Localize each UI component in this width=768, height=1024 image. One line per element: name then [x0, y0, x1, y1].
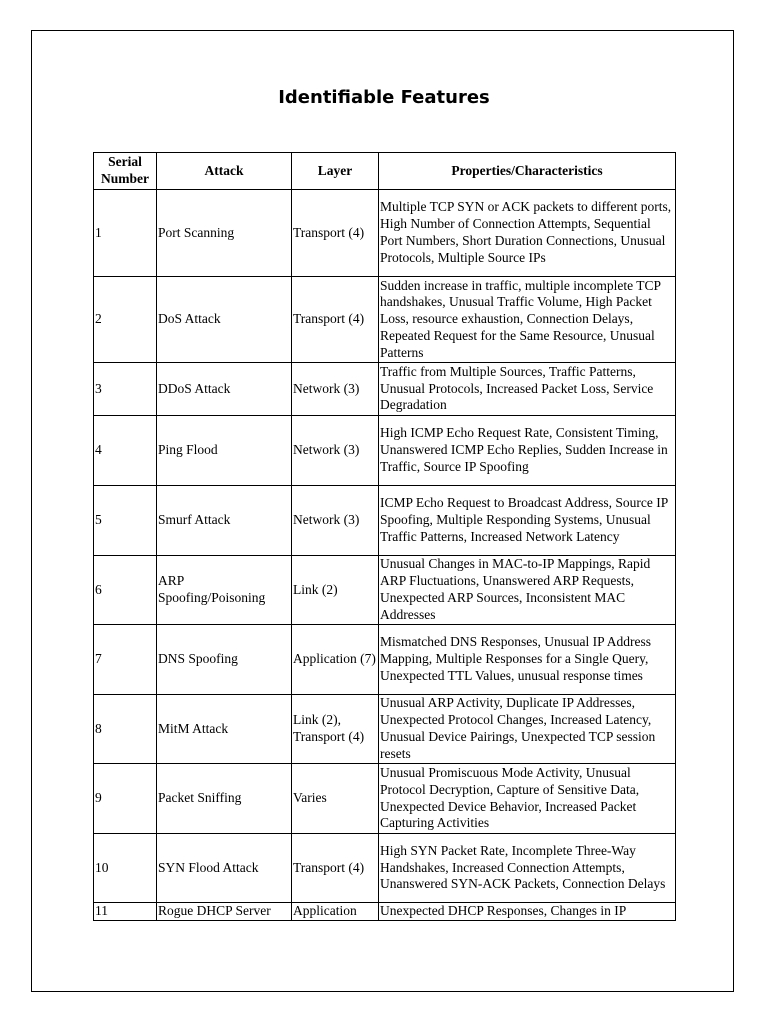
table-row [94, 625, 676, 695]
cell-layer: Application [292, 903, 379, 921]
table-row [94, 764, 676, 834]
cell-serial: 2 [94, 277, 157, 363]
table-row [94, 277, 676, 363]
cell-layer: Application (7) [292, 625, 379, 695]
cell-serial: 10 [94, 834, 157, 903]
cell-serial: 7 [94, 625, 157, 695]
page-title: Identifiable Features [278, 87, 490, 108]
cell-layer: Transport (4) [292, 190, 379, 277]
table-row [94, 556, 676, 625]
cell-attack: DoS Attack [157, 277, 292, 363]
header-properties: Properties/Characteristics [379, 153, 676, 190]
cell-layer: Network (3) [292, 416, 379, 486]
cell-properties: High ICMP Echo Request Rate, Consistent Timing, Unanswered ICMP Echo Replies, Sudden Increase in Traffic, Source IP Spoofing [379, 416, 676, 486]
header-serial-number: Serial Number [94, 153, 157, 190]
cell-properties: High SYN Packet Rate, Incomplete Three-Way Handshakes, Increased Connection Attempts, Unanswered SYN-ACK Packets, Connection Delays [379, 834, 676, 903]
cell-serial: 6 [94, 556, 157, 625]
cell-properties: Sudden increase in traffic, multiple incomplete TCP handshakes, Unusual Traffic Volume, High Packet Loss, resource exhaustion, Connection Delays, Repeated Request for the Same Resource, Unusual Patterns [379, 277, 676, 363]
cell-properties: Unusual Promiscuous Mode Activity, Unusual Protocol Decryption, Capture of Sensitive Data, Unexpected Device Behavior, Increased Packet Capturing Activities [379, 764, 676, 834]
cell-serial: 9 [94, 764, 157, 834]
cell-attack: ARP Spoofing/Poisoning [157, 556, 292, 625]
cell-layer: Transport (4) [292, 277, 379, 363]
cell-layer: Link (2), Transport (4) [292, 695, 379, 764]
table-row [94, 834, 676, 903]
cell-properties: Mismatched DNS Responses, Unusual IP Address Mapping, Multiple Responses for a Single Query, Unexpected TTL Values, unusual response times [379, 625, 676, 695]
cell-serial: 1 [94, 190, 157, 277]
cell-attack: Rogue DHCP Server [157, 903, 292, 921]
cell-attack: Ping Flood [157, 416, 292, 486]
cell-serial: 8 [94, 695, 157, 764]
cell-properties: ICMP Echo Request to Broadcast Address, Source IP Spoofing, Multiple Responding Systems, Unusual Traffic Patterns, Increased Network Latency [379, 486, 676, 556]
cell-layer: Link (2) [292, 556, 379, 625]
cell-properties: Unexpected DHCP Responses, Changes in IP [379, 903, 676, 921]
table-row [94, 486, 676, 556]
cell-layer: Transport (4) [292, 834, 379, 903]
table-row [94, 363, 676, 416]
cell-attack: Port Scanning [157, 190, 292, 277]
header-layer: Layer [292, 153, 379, 190]
cell-serial: 11 [94, 903, 157, 921]
cell-layer: Varies [292, 764, 379, 834]
cell-layer: Network (3) [292, 363, 379, 416]
cell-attack: Smurf Attack [157, 486, 292, 556]
cell-properties: Traffic from Multiple Sources, Traffic Patterns, Unusual Protocols, Increased Packet Loss, Service Degradation [379, 363, 676, 416]
table-row [94, 903, 676, 921]
cell-serial: 5 [94, 486, 157, 556]
cell-attack: DNS Spoofing [157, 625, 292, 695]
cell-serial: 4 [94, 416, 157, 486]
header-attack: Attack [157, 153, 292, 190]
cell-properties: Unusual Changes in MAC-to-IP Mappings, Rapid ARP Fluctuations, Unanswered ARP Requests, Unexpected ARP Sources, Inconsistent MAC Addresses [379, 556, 676, 625]
cell-attack: DDoS Attack [157, 363, 292, 416]
cell-serial: 3 [94, 363, 157, 416]
cell-layer: Network (3) [292, 486, 379, 556]
table-row [94, 695, 676, 764]
cell-attack: Packet Sniffing [157, 764, 292, 834]
cell-attack: MitM Attack [157, 695, 292, 764]
table-header-row [94, 153, 676, 190]
cell-properties: Multiple TCP SYN or ACK packets to different ports, High Number of Connection Attempts, Sequential Port Numbers, Short Duration Connections, Unusual Protocols, Multiple Source IPs [379, 190, 676, 277]
table-row [94, 190, 676, 277]
table-row [94, 416, 676, 486]
features-table [93, 152, 676, 921]
cell-attack: SYN Flood Attack [157, 834, 292, 903]
cell-properties: Unusual ARP Activity, Duplicate IP Addresses, Unexpected Protocol Changes, Increased Latency, Unusual Device Pairings, Unexpected TCP session resets [379, 695, 676, 764]
